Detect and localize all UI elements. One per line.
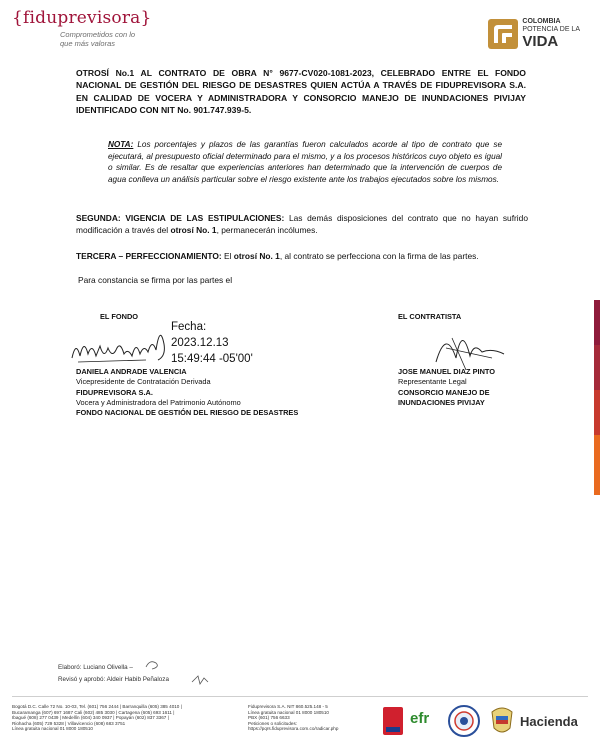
closing-line: Para constancia se firma por las partes el [78, 275, 233, 285]
tercera-text-1: El [221, 251, 234, 261]
colombia-coat-of-arms-icon [488, 704, 516, 738]
document-title: OTROSÍ No.1 AL CONTRATO DE OBRA N° 9677-CV020-1081-2023, CELEBRADO ENTRE EL FONDO NACIONAL DE GESTIÓN DEL RIESGO DE DESASTRES QUIEN ACTÚA A TRAVÉS DE FIDUPREVISORA S.A. EN CALIDAD DE VOCERA Y ADMINISTRADORA Y CONSORCIO MANEJO DE INUNDACIONES PIVIJAY IDENTIFICADO CON NIT No. 901.747.939-5. [76, 68, 526, 116]
colombia-mark-icon [488, 19, 518, 49]
stamp-label: Fecha: [171, 321, 207, 333]
great-place-badge-icon [383, 707, 403, 735]
footer-contact [248, 704, 338, 732]
certification-seal-icon [448, 705, 480, 737]
stripe-segment-2 [594, 345, 600, 390]
fondo-signer-role: Vicepresidente de Contratación Derivada [76, 377, 211, 387]
clause-segunda [76, 212, 528, 237]
stripe-segment-4 [594, 435, 600, 495]
elaborado-initials-icon [144, 657, 162, 671]
footer-left-line: Línea gratuita nacional 01 8000 180510 [12, 726, 93, 732]
footer-left-line: Riohacha (605) 729 5328 | Villavicencio (608) 683 3751 [12, 720, 126, 726]
fondo-fund: FONDO NACIONAL DE GESTIÓN DEL RIESGO DE DESASTRES [76, 408, 299, 418]
note-label: NOTA: [108, 140, 134, 149]
footer-divider [12, 696, 588, 697]
note-text: Los porcentajes y plazos de las garantías fueron calculados acorde al tipo de contrato que se ejecutará, al presupuesto oficial determinado para el mismo, y a los procesos históricos cuyo objeto es igual o similar. Es de resaltar que experiencias anteriores han determinado que la intervención de cuerpos de agua conlleva un análisis particular sobre el riesgo existente ante los trabajos ejecutados sobre los mismos. [108, 140, 502, 185]
segunda-bold: otrosí No. 1 [170, 225, 217, 236]
fondo-signature-icon [66, 320, 176, 370]
gov-line1: COLOMBIA [522, 18, 561, 25]
brand-name: {fiduprevisora} [12, 8, 152, 28]
footer-mid-line: Peticiones o solicitudes: [248, 720, 298, 726]
revisado-por: Revisó y aprobó: Aldeir Habib Peñaloza [58, 676, 169, 683]
contratista-signer-name: JOSE MANUEL DIAZ PINTO [398, 367, 496, 376]
footer-mid-line: Fiduprevisora S.A. NIT 860.525.148 - 5 [248, 704, 328, 709]
efr-badge: efr [410, 710, 430, 727]
clause-tercera [76, 250, 528, 262]
stamp-time: 15:49:44 -05'00' [171, 353, 253, 365]
fondo-signer-name: DANIELA ANDRADE VALENCIA [76, 367, 187, 376]
contratista-signature-icon [426, 318, 516, 374]
fondo-org: FIDUPREVISORA S.A. [76, 387, 153, 397]
footer-mid-line[interactable]: https://pqrs.fiduprevisora.com.co/radicar.php [248, 726, 339, 732]
footer-left-line: Bucaramanga (607) 697 1687 Cali (602) 485 3030 | Cartagena (605) 693 1611 | [12, 709, 175, 715]
elaborado-por: Elaboró: Luciano Olivella – [58, 664, 133, 671]
note-paragraph [108, 139, 502, 186]
footer-offices [12, 704, 182, 732]
colombia-potencia-logo [488, 18, 580, 49]
footer-left-line: Bogotá D.C. Calle 72 No. 10-03, Tel. (601) 756 2444 | Barranquilla (605) 385 4010 | [12, 704, 182, 709]
tercera-text-2: , al contrato se perfecciona con la firma de las partes. [279, 251, 479, 261]
gov-line3: VIDA [522, 33, 559, 50]
stripe-segment-3 [594, 390, 600, 435]
contratista-signer-role: Representante Legal [398, 377, 467, 387]
gov-line2: POTENCIA DE LA [522, 26, 580, 33]
fondo-signer-info [76, 367, 298, 418]
footer-left-line: Ibagué (608) 277 0439 | Medellín (604) 340 0937 | Popayán (602) 837 3367 | [12, 715, 169, 721]
footer-mid-line: Línea gratuita nacional 01 8000 180510 [248, 709, 329, 715]
segunda-text-1: Las demás disposiciones del contrato que no hayan sufrido modificación a través del [76, 213, 528, 236]
footer-mid-line: PBX (601) 756 6633 [248, 715, 290, 721]
hacienda-logo: Hacienda [520, 714, 578, 729]
segunda-heading: SEGUNDA: VIGENCIA DE LAS ESTIPULACIONES: [76, 213, 285, 223]
revisado-initials-icon [190, 674, 210, 686]
fiduprevisora-logo [12, 8, 152, 48]
contratista-signer-info [398, 367, 495, 408]
fondo-role2: Vocera y Administradora del Patrimonio Autónomo [76, 397, 241, 407]
brand-tagline: Comprometidos con lo que más valoras [60, 30, 136, 48]
contratista-org-1: CONSORCIO MANEJO DE [398, 387, 490, 397]
stamp-date: 2023.12.13 [171, 337, 229, 349]
tercera-heading: TERCERA – PERFECCIONAMIENTO: [76, 251, 222, 261]
contratista-label: EL CONTRATISTA [398, 312, 462, 321]
digital-signature-stamp [171, 319, 253, 367]
fondo-label: EL FONDO [100, 312, 139, 321]
contratista-org-2: INUNDACIONES PIVIJAY [398, 397, 485, 407]
segunda-text-2: , permanecerán incólumes. [216, 225, 318, 236]
stripe-segment-1 [594, 300, 600, 345]
tercera-bold: otrosí No. 1 [233, 251, 280, 261]
